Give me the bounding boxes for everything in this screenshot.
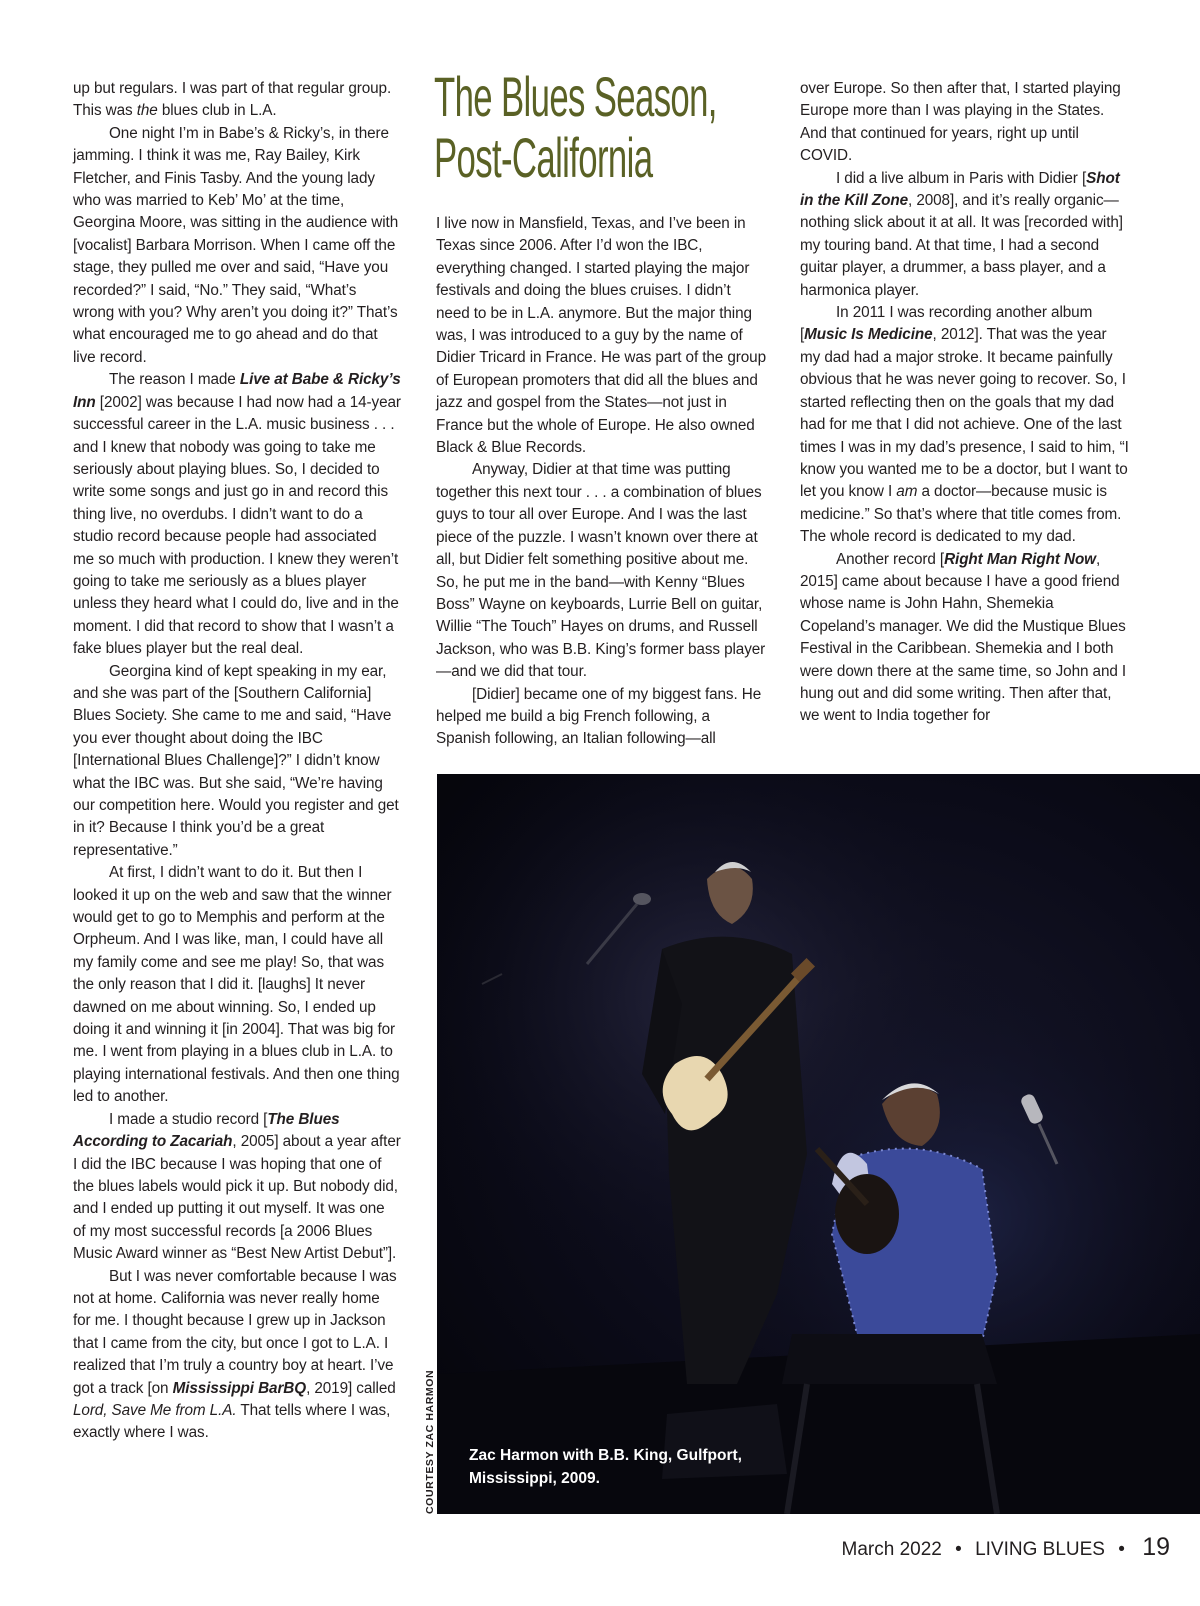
page-footer	[842, 1533, 1170, 1562]
photo-credit: COURTESY ZAC HARMON	[424, 1369, 436, 1514]
bullet-separator: •	[955, 1539, 962, 1560]
paragraph: over Europe. So then after that, I started playing Europe more than I was playing in the States. And that continued for years, right up until COVID.	[800, 80, 1121, 165]
paragraph: I did a live album in Paris with Didier [Shot in the Kill Zone, 2008], and it’s really organic—nothing slick about it at all. It was [recorded with] my touring band. At that time, I had a second guitar player, a drummer, a bass player, and a harmonica player.	[800, 169, 1123, 299]
article-column-1	[73, 78, 401, 1445]
paragraph: But I was never comfortable because I was not at home. California was never really home for me. I thought because I grew up in Jackson that I came from the city, but once I got to L.A. I realized that I’m truly a country boy at heart. I’ve got a track [on Mississippi BarBQ, 2019] called Lord, Save Me from L.A. That tells where I was, exactly where I was.	[73, 1267, 397, 1442]
album-title: Right Man Right Now	[944, 550, 1096, 568]
paragraph: [Didier] became one of my biggest fans. He helped me build a big French following, a Spanish following, an Italian following—all	[436, 685, 762, 748]
paragraph: One night I’m in Babe’s & Ricky’s, in there jamming. I think it was me, Ray Bailey, Kirk Fletcher, and Finis Tasby. And the young lady who was married to Keb’ Mo’ at the time, Georgina Moore, was sitting in the audience with [vocalist] Barbara Morrison. When I came off the stage, they pulled me over and said, “Have you recorded?” I said, “No.” They said, “What’s wrong with you? Why aren’t you doing it?” That’s what encouraged me to go ahead and do that live record.	[73, 124, 399, 366]
paragraph: Anyway, Didier at that time was putting together this next tour . . . a combination of blues guys to tour all over Europe. And I was the last piece of the puzzle. I wasn’t known over there at all, but Didier felt something positive about me. So, he put me in the band—with Kenny “Blues Boss” Wayne on keyboards, Lurrie Bell on guitar, Willie “The Touch” Hayes on drums, and Russell Jackson, who was B.B. King’s former bass player—and we did that tour.	[436, 461, 766, 681]
song-title: Lord, Save Me from L.A.	[73, 1401, 237, 1419]
paragraph: I made a studio record [The Blues According to Zacariah, 2005] about a year after I did the IBC because I was hoping that one of the blues labels would pick it up. But nobody did, and I ended up putting it out myself. It was one of my most successful records [a 2006 Blues Music Award winner as “Best New Artist Debut”].	[73, 1110, 401, 1263]
album-title: Shot in the Kill Zone	[800, 169, 1120, 210]
section-heading: The Blues Season, Post-California	[434, 65, 717, 189]
paragraph: up but regulars. I was part of that regular group. This was the blues club in L.A.	[73, 80, 392, 120]
paragraph: The reason I made Live at Babe & Ricky’s Inn [2002] was because I had now had a 14-year successful career in the L.A. music business . . . and I knew that nobody was going to take me seriously about playing blues. So, I decided to write some songs and just go in and record this thing live, no overdubs. I didn’t want to do a studio record because people had associated me so much with production. I knew they weren’t going to take me seriously as a blues player unless they heard what I could do, live and in the moment. I did that record to show that I wasn’t a fake blues player but the real deal.	[73, 371, 401, 658]
magazine-name: LIVING BLUES	[975, 1539, 1105, 1560]
album-title: Music Is Medicine	[804, 326, 933, 344]
paragraph: Georgina kind of kept speaking in my ear, and she was part of the [Southern California] Blues Society. She came to me and said, “Have you ever thought about doing the IBC [International Blues Challenge]?” I didn’t know what the IBC was. But she said, “We’re having our competition here. Would you register and get in it? Because I think you’d be a great representative.”	[73, 662, 399, 859]
album-title: Mississippi BarBQ	[172, 1379, 307, 1397]
concert-photo	[437, 774, 1200, 1514]
issue-date: March 2022	[841, 1539, 942, 1560]
photo-caption: Zac Harmon with B.B. King, Gulfport, Mississippi, 2009.	[469, 1447, 742, 1487]
paragraph: I live now in Mansfield, Texas, and I’ve been in Texas since 2006. After I’d won the IBC, everything changed. I started playing the major festivals and doing the blues cruises. I didn’t need to be in L.A. anymore. But the major thing was, I was introduced to a guy by the name of Didier Tricard in France. He was part of the group of European promoters that did all the blues and jazz and gospel from the States—not just in France but the whole of Europe. He also owned Black & Blue Records.	[436, 215, 766, 457]
concert-photo-illustration	[437, 774, 1200, 1514]
album-title: Live at Babe & Ricky’s Inn	[73, 371, 401, 411]
paragraph: At first, I didn’t want to do it. But then I looked it up on the web and saw that the winner would get to go to Memphis and perform at the Orpheum. And I was like, man, I could have all my family come and see me play! So, that was the only reason that I did it. [laughs] It never dawned on me about winning. So, I ended up doing it and winning it [in 2004]. That was big for me. I went from playing in a blues club in L.A. to playing international festivals. And then one thing led to another.	[73, 864, 400, 1106]
album-title: The Blues According to Zacariah	[73, 1110, 340, 1151]
article-column-3	[800, 78, 1130, 728]
page-number: 19	[1142, 1533, 1170, 1561]
article-column-2	[436, 213, 768, 751]
bullet-separator: •	[1118, 1539, 1125, 1560]
paragraph: In 2011 I was recording another album [Music Is Medicine, 2012]. That was the year my dad had a major stroke. It became painfully obvious that he was never going to recover. So, I started reflecting then on the goals that my dad had for me that I did not achieve. One of the last times I was in my dad’s presence, I said to him, “I know you wanted me to be a doctor, but I want to let you know I am a doctor—because music is medicine.” So that’s where that title comes from. The whole record is dedicated to my dad.	[800, 304, 1129, 546]
paragraph: Another record [Right Man Right Now, 2015] came about because I have a good friend whose name is John Hahn, Shemekia Copeland’s manager. We did the Mustique Blues Festival in the Caribbean. Shemekia and I both were down there at the same time, so John and I hung out and did some writing. Then after that, we went to India together for	[800, 550, 1127, 725]
